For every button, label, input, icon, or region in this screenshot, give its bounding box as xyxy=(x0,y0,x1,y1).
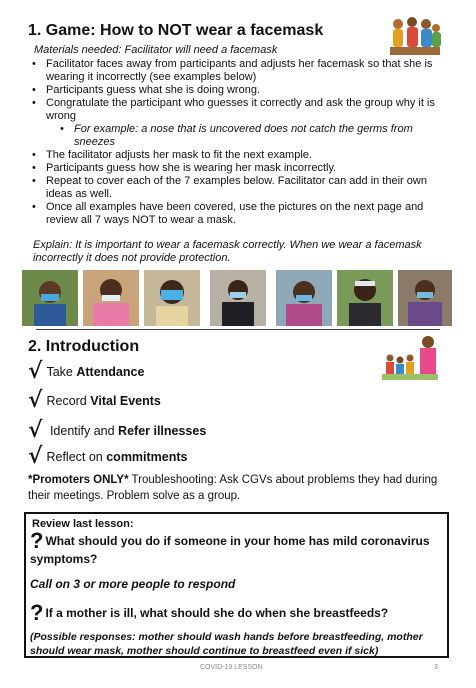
bullet-glyph: • xyxy=(32,175,36,187)
question-mark-icon: ? xyxy=(30,528,44,553)
check-icon: √ xyxy=(28,417,43,443)
mask-examples-photo-strip xyxy=(22,270,452,326)
list-item: • Participants guess what she is doing wrong. xyxy=(32,84,261,96)
bullet-glyph: • xyxy=(32,201,36,213)
list-item: • The facilitator adjusts her mask to fit the next example. xyxy=(32,149,312,161)
review-answer-2: (Possible responses: mother should wash hands before breastfeeding, mother should wear mask, mother should continue to breastfeed even if sick) xyxy=(30,631,423,657)
footer-label: COVID-19 LESSON xyxy=(200,664,263,671)
photo-mask-example xyxy=(210,270,266,326)
materials-needed: Materials needed: Facilitator will need a facemask xyxy=(34,44,278,56)
explain-note: Explain: It is important to wear a facemask correctly. When we wear a facemask incorrectly it does not provide protection. xyxy=(33,239,422,264)
list-item: • Repeat to cover each of the 7 examples below. Facilitator can add in their own ideas as well. xyxy=(32,175,427,200)
photo-mask-example xyxy=(276,270,332,326)
list-item: • Facilitator faces away from participants and adjusts her facemask so that she is wearing it incorrectly (see examples below) xyxy=(32,58,433,83)
bullet-glyph: • xyxy=(32,58,36,70)
list-item: • Participants guess how she is wearing her mask incorrectly. xyxy=(32,162,337,174)
list-item: • Congratulate the participant who guesses it correctly and ask the group why it is wrong xyxy=(32,97,435,122)
promoters-note: *Promoters ONLY* Troubleshooting: Ask CGVs about problems they had during their meetings. Problem solve as a group. xyxy=(28,474,438,502)
check-icon: √ xyxy=(28,358,43,384)
page-number: 3 xyxy=(434,664,438,671)
photo-mask-example xyxy=(22,270,78,326)
review-answer-1: Call on 3 or more people to respond xyxy=(30,577,236,591)
bullet-glyph: • xyxy=(32,84,36,96)
bullet-glyph: • xyxy=(32,97,36,109)
intro-item-attendance: √ Take Attendance xyxy=(28,358,145,384)
instructions-list xyxy=(30,58,450,227)
photo-mask-example xyxy=(83,270,139,326)
list-item: • Once all examples have been covered, use the pictures on the next page and review all 7 ways NOT to wear a mask. xyxy=(32,201,424,226)
review-question-1: ? What should you do if someone in your home has mild coronavirus symptoms? xyxy=(30,528,430,566)
intro-item-refer-illnesses: √ Identify and Refer illnesses xyxy=(28,417,207,443)
question-mark-icon: ? xyxy=(30,600,44,625)
bullet-glyph: • xyxy=(60,123,64,135)
intro-item-vital-events: √ Record Vital Events xyxy=(28,387,161,413)
photo-mask-example xyxy=(398,270,452,326)
check-icon: √ xyxy=(28,443,43,469)
review-title: Review last lesson: xyxy=(32,518,134,530)
section2-title: 2. Introduction xyxy=(28,338,140,355)
group-illustration-icon xyxy=(388,14,442,58)
review-question-2: ? If a mother is ill, what should she do when she breastfeeds? xyxy=(30,600,389,625)
sub-list-item: • For example: a nose that is uncovered does not catch the germs from sneezes xyxy=(60,123,413,148)
section-divider xyxy=(36,329,440,330)
community-meeting-illustration-icon xyxy=(382,334,438,380)
bullet-glyph: • xyxy=(32,162,36,174)
photo-mask-example xyxy=(144,270,200,326)
bullet-glyph: • xyxy=(32,149,36,161)
section1-title: 1. Game: How to NOT wear a facemask xyxy=(28,22,324,39)
photo-mask-example xyxy=(337,270,393,326)
check-icon: √ xyxy=(28,387,43,413)
intro-item-commitments: √ Reflect on commitments xyxy=(28,443,188,469)
